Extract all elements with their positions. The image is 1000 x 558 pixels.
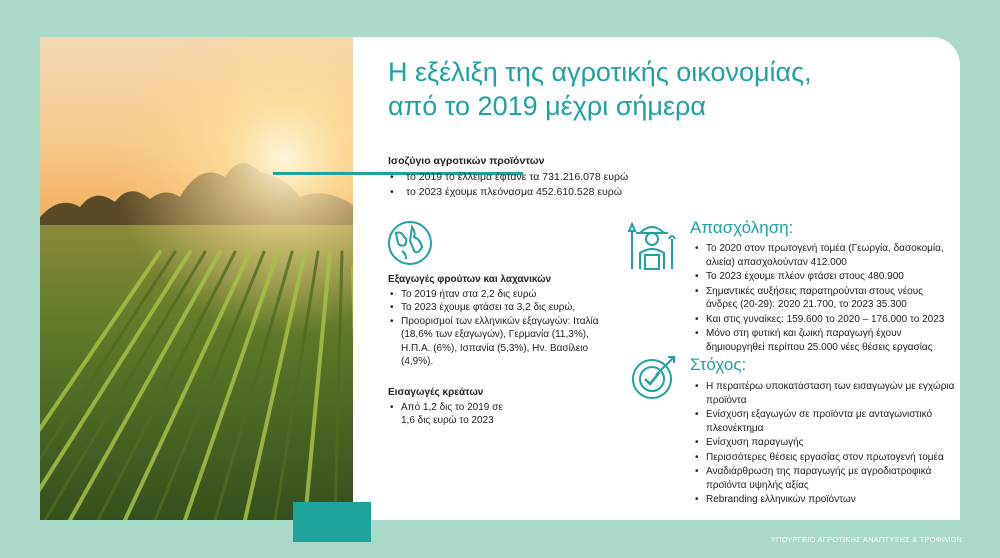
list-item: • Η περαιτέρω υποκατάσταση των εισαγωγών με εγχώρια προϊόντα <box>693 380 955 407</box>
exports-list <box>388 288 618 369</box>
list-item: • Περισσότερες θέσεις εργασίας στον πρωτογενή τομέα <box>693 451 955 465</box>
target-icon <box>630 353 678 401</box>
list-item: • Σημαντικές αυξήσεις παρατηρούνται στους νέους άνδρες (20-29): 2020 21.700, το 2023 35.300 <box>693 285 955 312</box>
farm-field-photo <box>40 37 353 520</box>
trade-balance-list <box>388 170 688 200</box>
page-title: Η εξέλιξη της αγροτικής οικονομίας, από το 2019 μέχρι σήμερα <box>388 57 812 121</box>
list-item: • το 2019 το έλλειμα έφτανε τα 731.216.078 ευρώ <box>388 170 688 185</box>
field-sunset-image <box>40 37 353 520</box>
goal-section <box>693 380 955 508</box>
list-item: • Προορισμοί των ελληνικών εξαγωγών: Ιταλία (18,6% των εξαγωγών), Γερμανία (11,3%), Η.Π.Α. (6%), Ισπανία (5,3%), Ην. Βασίλειο (4,9%). <box>388 315 618 369</box>
employment-list <box>693 242 955 354</box>
list-item: • Και στις γυναίκες: 159.600 το 2020 – 176.000 το 2023 <box>693 313 955 327</box>
list-item: • Το 2019 ήταν στα 2,2 δις ευρώ <box>388 288 618 302</box>
meat-imports-section <box>388 386 618 428</box>
employment-title: Απασχόληση: <box>690 218 794 237</box>
exports-heading: Εξαγωγές φρούτων και λαχανικών <box>388 274 552 285</box>
meat-imports-list <box>388 401 618 428</box>
exports-section <box>388 273 618 369</box>
trade-balance-section <box>388 155 688 200</box>
list-item: • Από 1,2 δις το 2019 σε 1,6 δις ευρώ το 2023 <box>388 401 511 428</box>
list-item: • Μόνο στη φυτική και ζωική παραγωγή έχουν δημιουργηθεί περίπου 25.000 νέες θέσεις εργασίας <box>693 327 955 354</box>
slide-card <box>40 37 960 520</box>
meat-imports-heading: Εισαγωγές κρεάτων <box>388 387 484 398</box>
list-item: • Αναδιάρθρωση της παραγωγής με αγροδιατροφικά προϊόντα υψηλής αξίας <box>693 465 955 492</box>
teal-accent-square <box>293 502 371 542</box>
employment-section <box>693 242 955 355</box>
list-item: • Το 2023 έχουμε πλέον φτάσει στους 480.900 <box>693 270 955 284</box>
list-item: • Το 2020 στον πρωτογενή τομέα (Γεωργία, δασοκομία, αλιεία) απασχολούνταν 412.000 <box>693 242 955 269</box>
trade-balance-heading: Ισοζύγιο αγροτικών προϊόντων <box>388 155 545 167</box>
list-item: • Ενίσχυση παραγωγής <box>693 436 955 450</box>
ministry-footer: ΥΠΟΥΡΓΕΙΟ ΑΓΡΟΤΙΚΗΣ ΑΝΑΠΤΥΞΗΣ & ΤΡΟΦΙΜΩΝ <box>770 535 962 544</box>
list-item: • Ενίσχυση εξαγωγών σε προϊόντα με ανταγωνιστικό πλεονέκτημα <box>693 408 955 435</box>
goal-title: Στόχος: <box>690 355 747 374</box>
list-item: • Το 2023 έχουμε φτάσει τα 3,2 δις ευρώ, <box>388 301 618 315</box>
globe-icon <box>386 219 434 267</box>
goal-list <box>693 380 955 507</box>
list-item: • Rebranding ελληνικών προϊόντων <box>693 493 955 507</box>
farmer-icon <box>628 219 676 271</box>
list-item: • το 2023 έχουμε πλεόνασμα 452.610.528 ευρώ <box>388 185 688 200</box>
